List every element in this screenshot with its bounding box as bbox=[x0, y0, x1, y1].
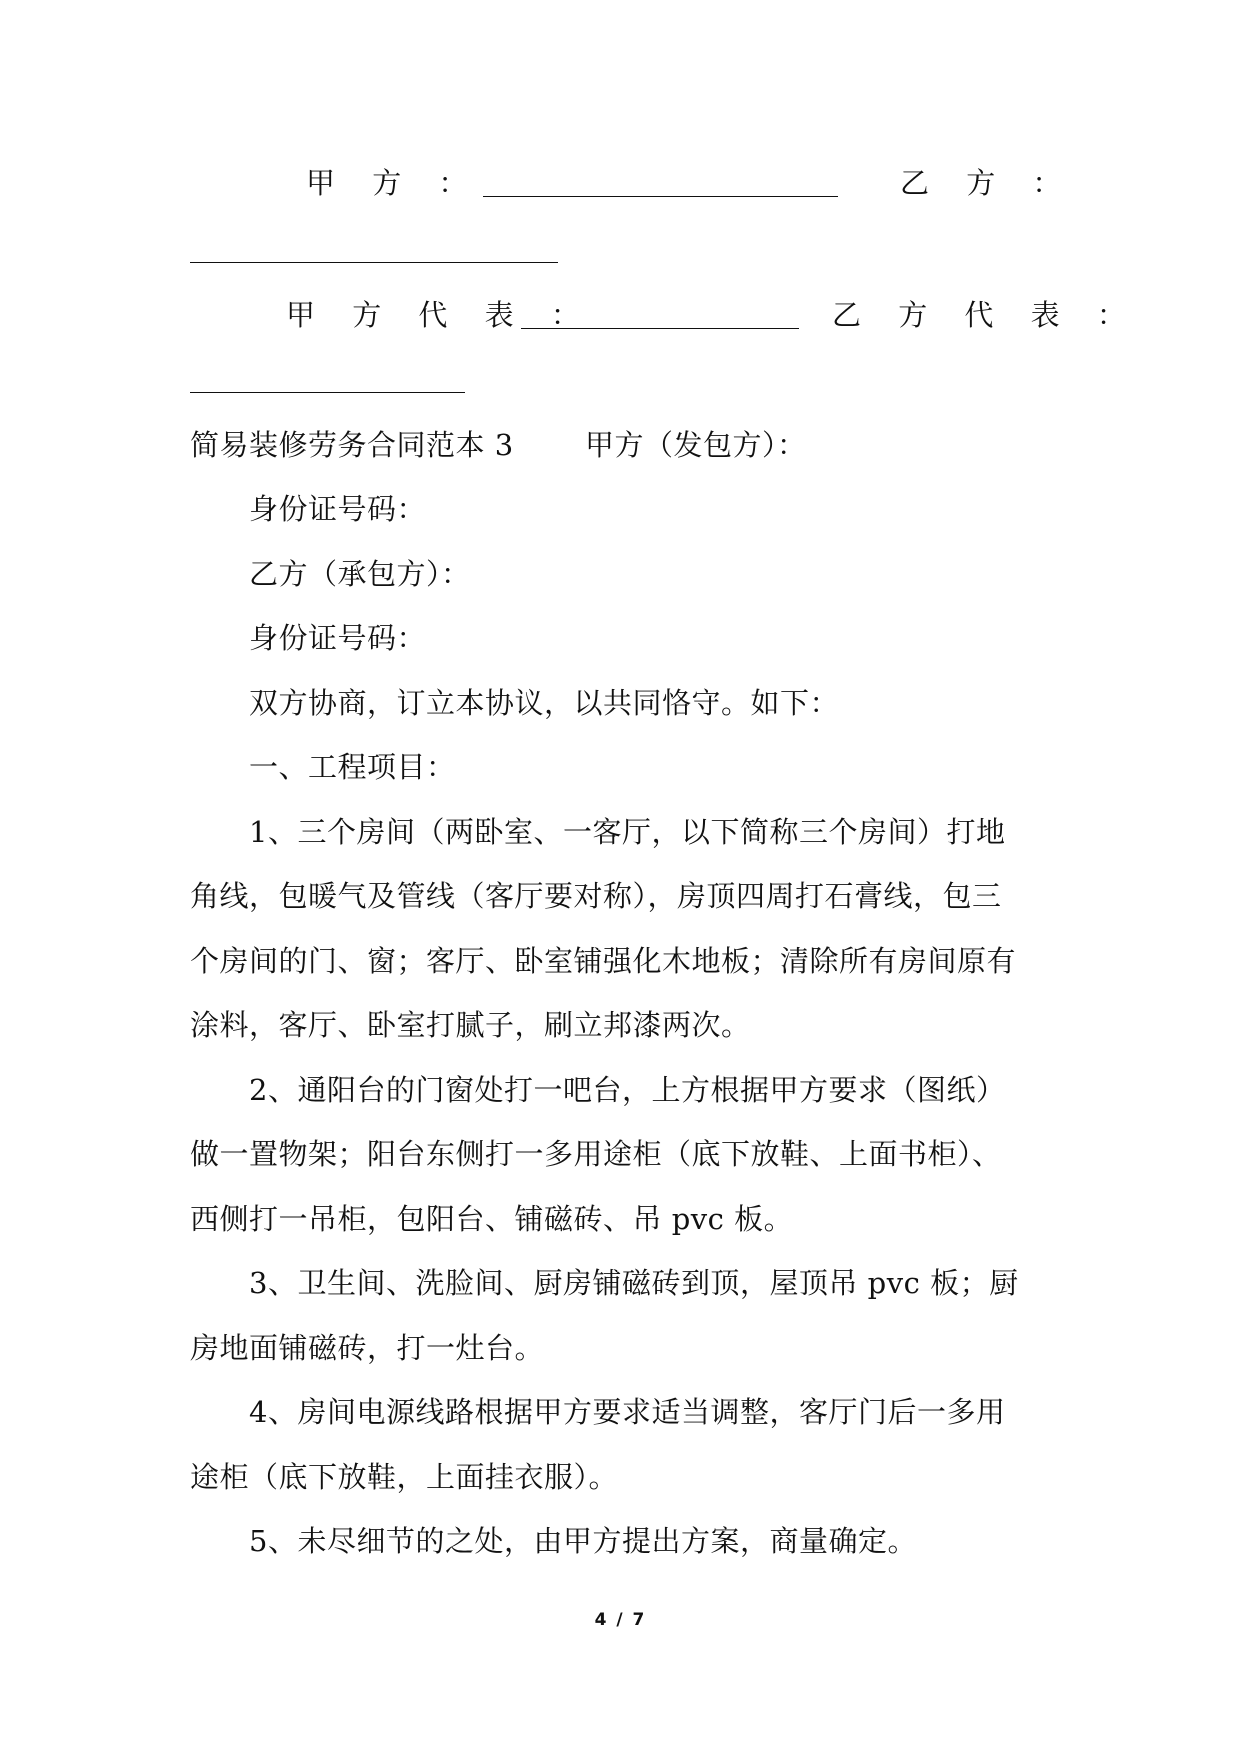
item-2-line: 西侧打一吊柜，包阳台、铺磁砖、吊 pvc 板。 bbox=[190, 1202, 794, 1236]
item-5-line: 5、未尽细节的之处，由甲方提出方案，商量确定。 bbox=[249, 1524, 917, 1558]
page-number: 4 / 7 bbox=[594, 1610, 647, 1630]
item-1-line: 1、三个房间（两卧室、一客厅，以下简称三个房间）打地 bbox=[249, 815, 1006, 849]
party-b-role: 乙方（承包方）： bbox=[249, 557, 471, 591]
rep-b-label: 乙 方 代 表 ： bbox=[832, 298, 1140, 332]
intro-paragraph: 双方协商，订立本协议，以共同恪守。如下： bbox=[249, 686, 840, 720]
item-2-line: 做一置物架；阳台东侧打一多用途柜（底下放鞋、上面书柜）、 bbox=[190, 1137, 1002, 1171]
party-a-blank bbox=[483, 172, 838, 197]
id-number-b: 身份证号码： bbox=[249, 621, 427, 655]
section-heading: 一、工程项目： bbox=[249, 750, 456, 784]
item-1-line: 角线，包暖气及管线（客厅要对称），房顶四周打石膏线，包三 bbox=[190, 879, 1002, 913]
item-1-line: 涂料，客厅、卧室打腻子，刷立邦漆两次。 bbox=[190, 1008, 751, 1042]
party-a-role: 甲方（发包方）： bbox=[585, 428, 807, 462]
rep-a-blank bbox=[521, 304, 799, 329]
contract-title: 简易装修劳务合同范本 3 bbox=[190, 428, 514, 462]
item-2-line: 2、通阳台的门窗处打一吧台，上方根据甲方要求（图纸） bbox=[249, 1073, 1006, 1107]
party-b-blank bbox=[190, 238, 558, 263]
item-3-line: 3、卫生间、洗脸间、厨房铺磁砖到顶，屋顶吊 pvc 板；厨 bbox=[249, 1266, 1019, 1300]
rep-b-blank bbox=[190, 368, 465, 393]
rep-a-label: 甲 方 代 表 ： bbox=[286, 298, 594, 332]
item-4-line: 4、房间电源线路根据甲方要求适当调整，客厅门后一多用 bbox=[249, 1395, 1006, 1429]
item-3-line: 房地面铺磁砖，打一灶台。 bbox=[190, 1331, 545, 1365]
party-a-label: 甲 方 ： bbox=[306, 166, 482, 200]
party-b-label: 乙 方 ： bbox=[900, 166, 1076, 200]
item-1-line: 个房间的门、窗；客厅、卧室铺强化木地板；清除所有房间原有 bbox=[190, 944, 1017, 978]
id-number-a: 身份证号码： bbox=[249, 492, 427, 526]
item-4-line: 途柜（底下放鞋，上面挂衣服）。 bbox=[190, 1460, 619, 1494]
